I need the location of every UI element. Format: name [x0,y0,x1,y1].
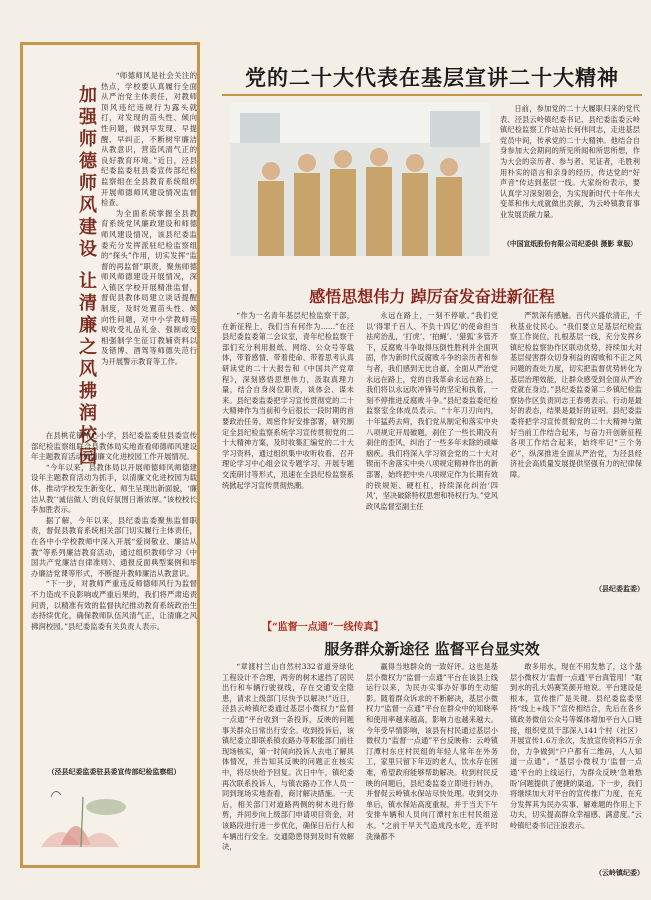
article3-title: 服务群众新途径 监督平台显实效 [324,640,540,658]
article2-column-3 [510,311,642,581]
article3-column-tag: 【“监督一点通”一线传真】 [262,622,384,633]
article3-col1-text: “章渡村兰山自然村332省道旁绿化工程设计不合理，两旁的树木遮挡了居民出行和车辆行驶视线，存在交通安全隐患，请求上级部门尽快予以解决!”近日，泾县云岭镇纪委通过基层小微权力“监督一点通”平台收到一条投诉，反映的问题事关群众日常出行安全。收到投诉后，该镇纪委立即联系镇农路办等职能部门前往现场核实，第一时间向投诉人去电了解具体情况，并告知其反映的问题正在核实中，将尽快给予回复。次日中午，镇纪委再次联系投诉人，与镇农路办工作人员一同到现场实地查看，商讨解决措施。一天后，相关部门对道路两侧的树木进行修剪，并同步向上级部门申请项目资金，对该路段进行进一步优化，确保日后行人和车辆出行安全。交通隐患得到及时有效解决， [222,662,354,852]
article3-body [222,662,646,884]
article1-source: （中国宣纸股份有限公司纪委供 摄影 章服） [503,240,637,248]
divider [222,94,642,96]
article1-title: 党的二十大代表在基层宣讲二十大精神 [245,65,619,90]
lotus-flower-illustration [31,777,141,857]
left-article-source: （泾县纪委监委驻县委宣传部纪检监察组） [47,767,181,776]
article3-column-1 [222,662,354,884]
article2-body [222,311,646,609]
article3-col2-text: 赢得当地群众的一致好评。这也是基层小微权力“监督一点通”平台在该县上线运行以来，为民办实事办好事的生动缩影。随着群众诉求的不断解决，基层小微权力“监督一点通”平台在群众中的知晓率和使用率越来越高，影响力也越来越大。今年受早情影响，该县有村民通过基层小微权力“监督一点通”平台反映称：云岭镇汀潭村东庄村民组的年轻人常年在外务工，家里只留下年迈的老人，饮水存在困难，希望政府能够帮助解决。收到村民反映的问题后，县纪委监委立即进行转办，并督促云岭镇水保站尽快处理。收到交办单后，镇水保站高度重视，并于当天下午安排车辆和人员向汀潭村东庄村民组送水。“之前干旱天气造成没水吃，连平时洗澡都不 [366,662,498,841]
left-article-box [20,42,200,868]
left-article-body-top [101,71,197,431]
left-para-3: 在县桃花镇中心小学，县纪委监委驻县委宣传部纪检监察组联合县教体局实地查看师德师风建设年主题教育活动和清廉文化进校园工作开展情况。 [31,431,197,462]
left-article-body-bottom [31,431,197,761]
left-para-1: “师德师风是社会关注的热点，学校要认真履行全面从严治党主体责任，对教师顶风违纪违规行为露头就打，对发现的苗头性、倾向性问题，做到早发现、早提醒、早纠正，不断树牢廉洁从教意识，营造风清气正的良好教育环境。”近日，泾县纪委监委驻县委宣传部纪检监察组在全县教育系统组织开展师德师风建设情况监督检查。 [101,71,197,208]
left-para-2: 为全面系统掌握全县教育系统党风廉政建设和师德师风建设情况，该县纪委监委充分发挥派驻纪检监察组的“探头”作用，切实发挥“监督的再监督”职责，聚焦师德师风师德建设开展情况，深入镇区学校开展精准监督，督促县教体局建立谈话提醒制度，及时处置苗头性、倾向性问题，对中小学教师违规收受礼品礼金、强制或变相强制学生征订教辅资料以及错博、酒驾等师德失范行为开展警示教育等工作。 [101,208,197,367]
article3-column-3 [510,662,642,862]
article1-paragraph: 日前，参加党的二十大履职归来的党代表、泾县云岭镇纪委书记、县纪委监委云岭镇纪检监察工作站站长何伟同志，走进基层党员中间，传承党的二十大精神。他结合自身参加大会期间的所见所闻和所思所想，作为大会的亲历者、参与者、见证者，毛胜利用朴实的语言和亲身的经历，传达党的“好声音”传达到基层一线。大家纷纷表示，要认真学习深刻领会，为实现新时代十年伟大变革和伟大成就做出贡献，为云岭镇教育事业发展贡献力量。 [500,104,640,219]
article3-source: （云岭镇纪委） [595,868,644,877]
article2-col1-text: “作为一名青年基层纪检监察干部，在新征程上，我们当有何作为……”在泾县纪委监委第二会议室，青年纪检监察干部们充分利用报纸、网络、公众号等载体，带着感情、带着使命、带着思考认真研读党的二十大报告和《中国共产党章程》，深刻感悟思想伟力，汲取真理力量，结合自身岗位职责，谈体会、谋未来。县纪委监委把学习宣传贯彻党的二十大精神作为当前和今后很长一段时期的首要政治任务，周密作好安排部署，研究制定全县纪检监察系统学习宣传贯彻党的二十大精神方案，及时收集汇编党的二十大学习资料，通过组织集中收听收看、召开理论学习中心组会议专题学习、开展专题交流研讨等形式，迅速在全县纪检监察系统掀起学习宣传贯彻热潮。 [222,311,354,490]
left-article-title: 加强师德师风建设 让清廉之风拂润校园 [76,85,97,470]
article2-col3-text: 严凯深有感触。百代兴盛依清正，千秋基业仗民心。“我们要立足基层纪检监察工作岗位，扎根基层一线，充分发挥乡镇纪检监察协作区联动优势，持续加大对基层侵害群众切身利益的腐败和不正之风问题的查处力度，切实把监督优势转化为基层治理效能，让群众感受到全面从严治党就在身边。”县纪委监委第二乡镇纪检监察协作区负责同志王春勇表示。行动是最好的表态，结果是最好的证明。县纪委监委将把学习宣传贯彻党的二十大精神与做好当前工作结合起来，与奋力开创新征程各项工作结合起来，始终牢记“三个务必”，纵深推进全面从严治党，为泾县经济社会高质量发展提供坚强有力的纪律保障。 [510,311,642,479]
article2-title: 感悟思想伟力 踔厉奋发奋进新征程 [309,287,555,306]
group-photo [230,103,490,256]
article3-column-2 [366,662,498,884]
article2-source: （县纪委监委） [595,584,644,593]
left-para-6: “下一步，对教师严重违反师德师风行为监督不力造成不良影响或严重后果的，我们将严肃追责问责，以精准有效的监督执纪推动教育系统政治生态持续优化，确保教师队伍风清气正，让清廉之风拂润校园。”县纪委监委有关负责人表示。 [31,579,197,631]
left-para-4: “今年以来，县教体局以开展师德师风师德建设年主题教育活动为抓手，以清廉文化进校园为载体，推动学校发生新变化、师生呈现出新面貌，‘廉洁从教’‘诚信做人’的良好氛围日渐浓厚。”该校校长李加胜表示。 [31,462,197,515]
article3-col3-text: 敢多用水，现在不用发愁了，这个基层小微权力‘监督一点通’平台真管用！”取到水的孔大妈赛笑颜开地说。平台建设是根本，宣传推广是关键。县纪委监委坚持“线上+线下”宣传相结合，先后在各乡镇政务微信公众号等媒体增加平台入口链接，组织党员干部深入141个村（社区）开展宣传1.6万余次，发放宣传资料5万余份，力争做到“户户都有二维码，人人知道一点通”。“基层小微权力‘监督一点通’平台的上线运行，为群众反映‘急难愁盼’问题提供了便捷的渠道。下一步，我们将继续加大对平台的宣传推广力度，在充分发挥其为民办实事、解难题的作用上下功夫，切实提高群众幸福感、满意度。”云岭镇纪委书记汪浪表示。 [510,662,642,830]
article2-col2-text: 永远在路上，一刻不停歇。”我们党以‘得罪千百人、不负十四亿’的使命担当祛疴治乱，‘打虎’、‘拍蝇’、‘猎狐’多管齐下，反腐败斗争取得压倒性胜利并全面巩固，作为新时代反腐败斗争的亲历者和参与者，我们感到无比自豪。全面从严治党永远在路上，党的自我革命永远在路上，我们将以永远吹冲锋号的坚定和执着，一刻不停推进反腐败斗争。”县纪委监委纪检监察室全体成员表示。“十年刀刃向内，十年猛药去疴，我们党从制定和落实中央八项规定开局破题，刹住了一些长期没有刹住的歪风，纠治了一些多年未除的顽瘴痼疾。我们将深入学习领会党的二十大对锲而不舍落实中央八项规定精神作出的新部署，始终把中央八项规定作为长期有效的铁规矩、硬杠杠，持续深化纠治‘四风’，坚决破除特权思想和特权行为。”党风政风监督室副主任 [366,311,498,511]
article2-column-1 [222,311,354,609]
article1-body [500,104,640,221]
article2-column-2 [366,311,498,609]
left-para-5: 据了解，今年以来，县纪委监委聚焦监督职责，督促县教育系统相关部门切实履行主体责任，在各中小学校教师中深入开展“爱岗敬业、廉洁从教”等系列廉洁教育活动，通过组织教师学习《中国共产党廉洁自律准则》、通报反面典型案例和举办廉洁党课等形式，不断提升教师廉洁从教意识。 [31,515,197,578]
